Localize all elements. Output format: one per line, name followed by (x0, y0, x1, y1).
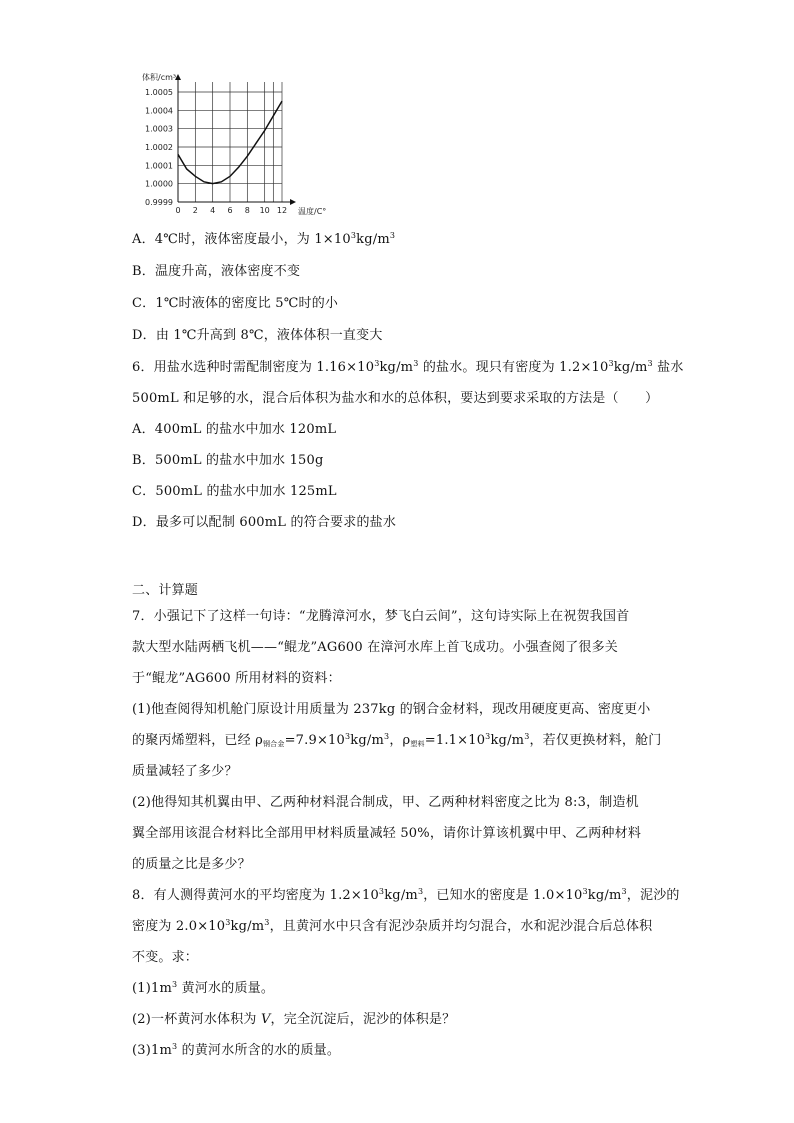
chart-y-tick-label: 1.0003 (145, 124, 173, 134)
q8-part3: $(3)1m^3$ 的黄河水所含的水的质量。 (132, 1042, 341, 1058)
q7-part2-line-1: (2)他得知其机翼由甲、乙两种材料混合制成，甲、乙两种材料密度之比为 8:3，制造机 (132, 795, 639, 810)
chart-y-tick-label: 1.0001 (145, 161, 173, 171)
q6-option-c: C．500mL 的盐水中加水 125mL (132, 484, 337, 499)
chart-y-tick-label: 1.0000 (145, 179, 173, 189)
q6-option-d: D．最多可以配制 600mL 的符合要求的盐水 (132, 515, 397, 530)
q7-part1-line-2: 的聚丙烯塑料，已经 $\rho_{钢合金}=7.9\times 10^3kg/m^3$，$\rho_{塑料}=1.1\times 10^3kg/m^3$，若仅更换材料，舱门 (132, 732, 662, 748)
volume-temperature-chart (138, 68, 358, 220)
chart-x-tick-label: 6 (227, 206, 233, 215)
chart-x-axis-arrow (290, 199, 296, 205)
chart-x-tick-label: 4 (210, 206, 216, 215)
chart-y-axis-label: 体积/cm³ (142, 73, 177, 82)
q7-part1-line-3: 质量减轻了多少？ (132, 764, 238, 779)
q8-part2: (2)一杯黄河水体积为 V，完全沉淀后，泥沙的体积是？ (132, 1012, 456, 1027)
q5-option-a: A．4℃时，液体密度最小，为 $1\times 10^3kg/m^3$ (132, 231, 396, 247)
chart-y-tick-label: 0.9999 (145, 198, 173, 207)
q8-stem-line-3: 不变。求： (132, 950, 199, 965)
q5-option-c: C．1℃时液体的密度比 5℃时的小 (132, 296, 339, 311)
q7-part2-line-2: 翼全部用该混合材料比全部用甲材料质量减轻 50%，请你计算该机翼中甲、乙两种材料 (132, 826, 642, 841)
chart-x-tick-label: 10 (259, 206, 270, 215)
chart-y-tick-label: 1.0002 (145, 143, 173, 152)
q8-stem-line-1: 8．有人测得黄河水的平均密度为 $1.2\times 10^3kg/m^3$，已知水的密度是 $1.0\times 10^3kg/m^3$，泥沙的 (132, 887, 680, 903)
chart-x-tick-label: 0 (175, 206, 181, 215)
q5-option-b: B．温度升高，液体密度不变 (132, 264, 301, 279)
q6-option-b: B．500mL 的盐水中加水 150g (132, 453, 324, 468)
chart-svg (138, 68, 358, 220)
chart-y-tick-label: 1.0005 (145, 88, 173, 97)
chart-x-tick-label: 8 (244, 206, 250, 215)
q6-stem-line-1: 6．用盐水选种时需配制密度为 $1.16\times 10^3kg/m^3$ 的盐水。现只有密度为 $1.2\times 10^3kg/m^3$ 盐水 (132, 359, 684, 375)
q7-stem-line-3: 于“鲲龙”AG600 所用材料的资料： (132, 671, 341, 686)
chart-y-tick-label: 1.0004 (145, 106, 173, 116)
q6-stem-line-2: 500mL 和足够的水，混合后体积为盐水和水的总体积，要达到要求采取的方法是（ ） (132, 391, 659, 406)
q7-stem-line-1: 7．小强记下了这样一句诗：“龙腾漳河水，梦飞白云间”，这句诗实际上在祝贺我国首 (132, 609, 630, 624)
q7-part2-line-3: 的质量之比是多少？ (132, 857, 251, 872)
q6-option-a: A．400mL 的盐水中加水 120mL (132, 422, 337, 437)
q8-stem-line-2: 密度为 $2.0\times 10^3kg/m^3$，且黄河水中只含有泥沙杂质并均匀混合，水和泥沙混合后总体积 (132, 918, 653, 934)
chart-x-tick-label: 12 (276, 206, 288, 215)
chart-x-axis-label: 温度/C° (298, 207, 327, 216)
chart-x-tick-label: 2 (192, 206, 198, 215)
q7-part1-line-1: (1)他查阅得知机舱门原设计用质量为 237kg 的钢合金材料，现改用硬度更高、密度更小 (132, 702, 651, 717)
q7-stem-line-2: 款大型水陆两栖飞机——“鲲龙”AG600 在漳河水库上首飞成功。小强查阅了很多关 (132, 640, 619, 655)
q8-part1: $(1)1m^3$ 黄河水的质量。 (132, 980, 275, 996)
section-heading-calculation: 二、计算题 (132, 583, 199, 598)
q5-option-d: D．由 1℃升高到 8℃，液体体积一直变大 (132, 328, 383, 343)
